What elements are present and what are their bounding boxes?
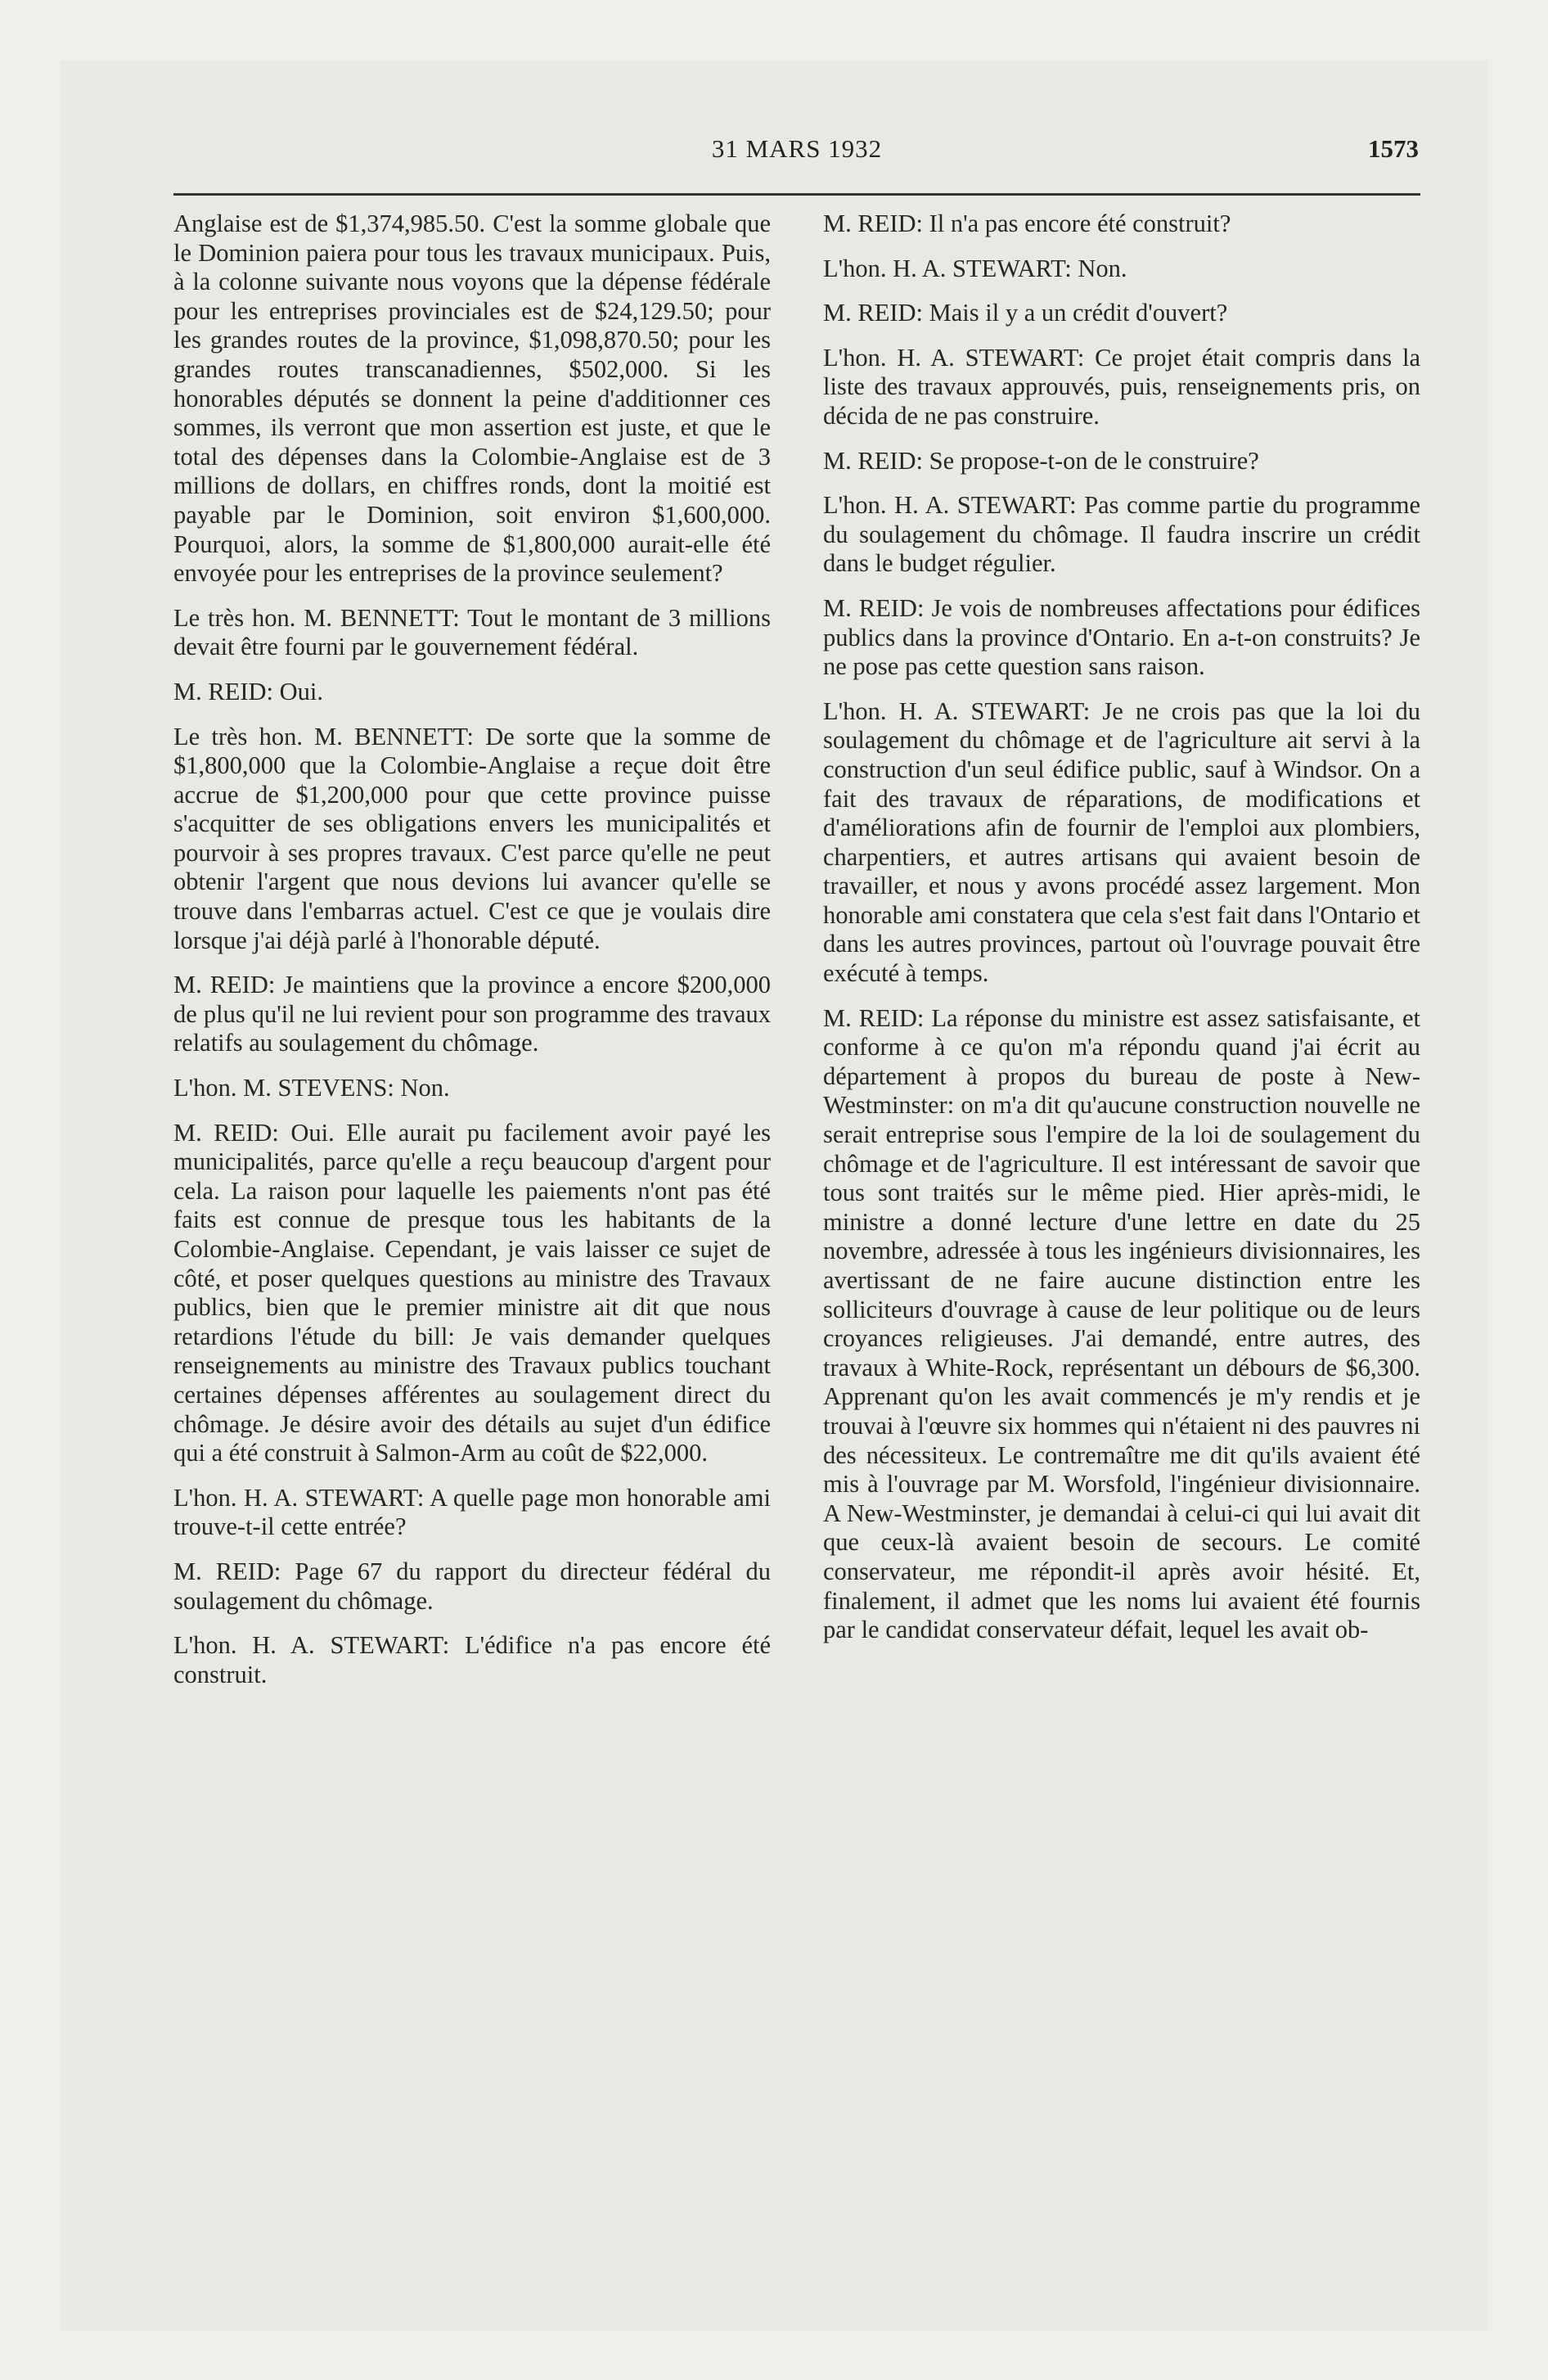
scanned-page xyxy=(61,61,1487,2331)
left-paragraph: M. REID: Oui. xyxy=(173,677,323,705)
left-paragraph: L'hon. H. A. STEWART: A quelle page mon honorable ami trouve-t-il cette entrée? xyxy=(173,1483,771,1541)
left-paragraph: M. REID: Page 67 du rapport du directeur fédéral du soulagement du chômage. xyxy=(173,1557,771,1615)
right-paragraph: M. REID: Je vois de nombreuses affectations pour édifices publics dans la province d'Ontario. En a-t-on construits? Je ne pose pas cette question sans raison. xyxy=(823,593,1420,681)
page-header xyxy=(175,134,1419,183)
left-column xyxy=(173,210,771,1705)
right-paragraph: L'hon. H. A. STEWART: Je ne crois pas que la loi du soulagement du chômage et de l'agriculture ait servi à la construction d'un seul édifice public, sauf à Windsor. On a fait des travaux de réparations, de modifications et d'améliorations afin de fournir de l'emploi aux plombiers, charpentiers, et autres artisans qui avaient besoin de travailler, et nous y avons procédé assez largement. Mon honorable ami constatera que cela s'est fait dans l'Ontario et dans les autres provinces, partout où l'ouvrage pouvait être exécuté à temps. xyxy=(823,696,1421,988)
right-paragraph: L'hon. H. A. STEWART: Ce projet était compris dans la liste des travaux approuvés, puis, renseignements pris, on décida de ne pas construire. xyxy=(823,343,1420,430)
left-paragraph: Anglaise est de $1,374,985.50. C'est la somme globale que le Dominion paiera pour tous les travaux municipaux. Puis, à la colonne suivante nous voyons que la dépense fédérale pour les entreprises provinciales est de $24,129.50; pour les grandes routes de la province, $1,098,870.50; pour les grandes routes transcanadiennes, $502,000. Si les honorables députés se donnent la peine d'additionner ces sommes, ils verront que mon assertion est juste, et que le total des dépenses dans la Colombie-Anglaise est de 3 millions de dollars, en chiffres ronds, dont la moitié est payable par le Dominion, soit environ $1,600,000. Pourquoi, alors, la somme de $1,800,000 aurait-elle été envoyée pour les entreprises de la province seulement? xyxy=(173,210,771,588)
page-number: 1573 xyxy=(1368,134,1419,163)
header-rule xyxy=(173,193,1420,196)
right-paragraph: M. REID: La réponse du ministre est assez satisfaisante, et conforme à ce qu'on m'a répondu quand j'ai écrit au département à propos du bureau de poste à New-Westminster: on m'a dit qu'aucune construction nouvelle ne serait entreprise sous l'empire de la loi de soulagement du chômage et de l'agriculture. Il est intéressant de savoir que tous sont traités sur le même pied. Hier après-midi, le ministre a donné lecture d'une lettre en date du 25 novembre, adressée à tous les ingénieurs divisionnaires, les avertissant de ne faire aucune distinction entre les solliciteurs d'ouvrage à cause de leur politique ou de leurs croyances religieuses. J'ai demandé, entre autres, des travaux à White-Rock, représentant un débours de $6,300. Apprenant qu'on les avait commencés je m'y rendis et je trouvai à l'œuvre six hommes qui n'étaient ni des pauvres ni des nécessiteux. Le contremaître me dit qu'ils avaient été mis à l'ouvrage par M. Worsfold, l'ingénieur divisionnaire. A New-Westminster, je demandai à celui-ci qui lui avait dit que ceux-là avaient besoin de secours. Le comité conservateur, me répondit-il après avoir hésité. Et, finalement, il admet que les noms lui avaient été fournis par le candidat conservateur défait, lequel les avait ob- xyxy=(823,1003,1420,1644)
right-paragraph: M. REID: Mais il y a un crédit d'ouvert? xyxy=(823,299,1228,327)
left-paragraph: M. REID: Oui. Elle aurait pu facilement avoir payé les municipalités, parce qu'elle a reçu beaucoup d'argent pour cela. La raison pour laquelle les paiements n'ont pas été faits est connue de presque tous les habitants de la Colombie-Anglaise. Cependant, je vais laisser ce sujet de côté, et poser quelques questions au ministre des Travaux publics, bien que le premier ministre ait dit que nous retardions l'étude du bill: Je vais demander quelques renseignements au ministre des Travaux publics touchant certaines dépenses afférentes au soulagement direct du chômage. Je désire avoir des détails au sujet d'un édifice qui a été construit à Salmon-Arm au coût de $22,000. xyxy=(173,1118,771,1467)
left-paragraph: Le très hon. M. BENNETT: Tout le montant de 3 millions devait être fourni par le gouvernement fédéral. xyxy=(173,603,771,661)
right-paragraph: L'hon. H. A. STEWART: Pas comme partie du programme du soulagement du chômage. Il faudra inscrire un crédit dans le budget régulier. xyxy=(823,491,1420,578)
header-date: 31 MARS 1932 xyxy=(711,134,883,163)
right-column xyxy=(823,210,1420,1661)
right-paragraph: L'hon. H. A. STEWART: Non. xyxy=(823,254,1127,282)
left-paragraph: M. REID: Je maintiens que la province a encore $200,000 de plus qu'il ne lui revient pour son programme des travaux relatifs au soulagement du chômage. xyxy=(173,971,771,1057)
right-paragraph: M. REID: Il n'a pas encore été construit? xyxy=(823,210,1231,237)
left-paragraph: L'hon. M. STEVENS: Non. xyxy=(173,1074,450,1102)
left-paragraph: Le très hon. M. BENNETT: De sorte que la somme de $1,800,000 que la Colombie-Anglaise a reçue doit être accrue de $1,200,000 pour que cette province puisse s'acquitter de ses obligations envers les municipalités et pourvoir à ses propres travaux. C'est parce qu'elle ne peut obtenir l'argent que nous devions lui avancer qu'elle se trouve dans l'embarras actuel. C'est ce que je voulais dire lorsque j'ai déjà parlé à l'honorable député. xyxy=(173,722,771,954)
left-paragraph: L'hon. H. A. STEWART: L'édifice n'a pas encore été construit. xyxy=(173,1631,771,1688)
right-paragraph: M. REID: Se propose-t-on de le construire? xyxy=(823,446,1259,475)
